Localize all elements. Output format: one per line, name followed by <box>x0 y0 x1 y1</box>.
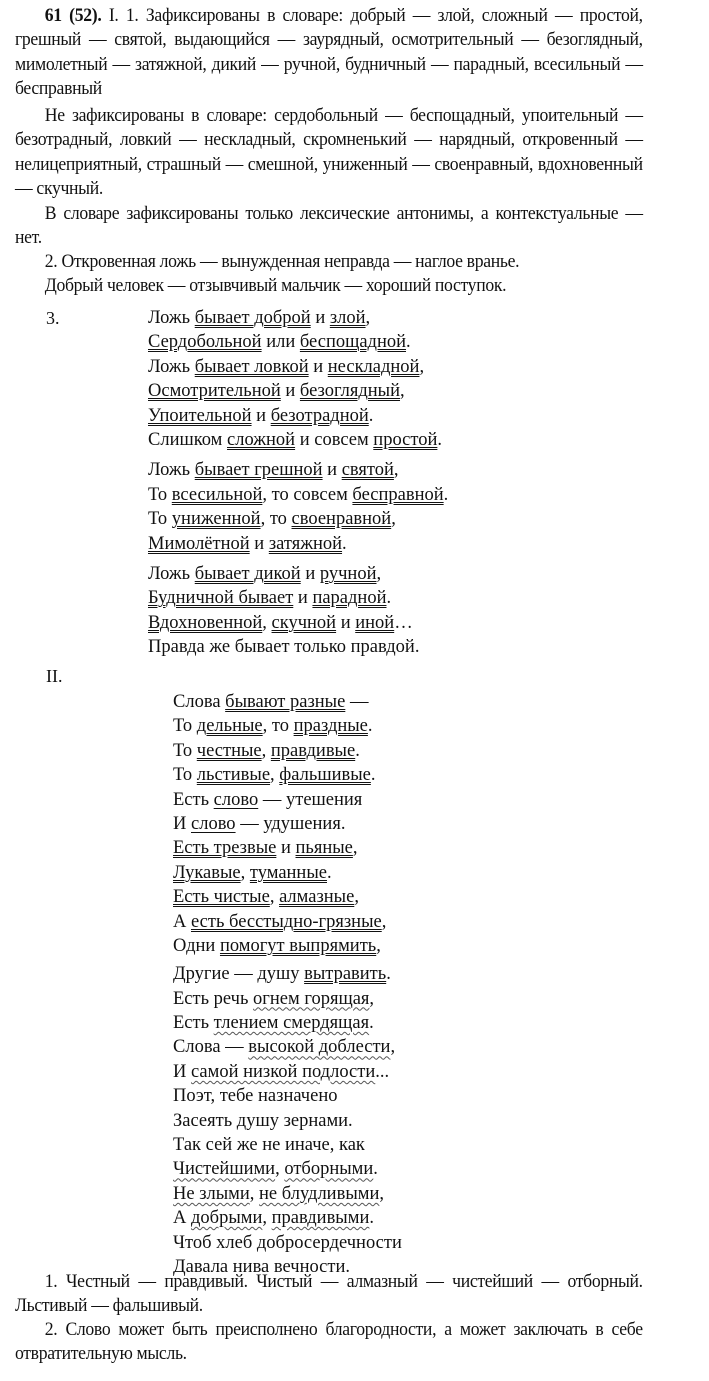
poem-text: . <box>373 1159 378 1180</box>
underlined-word: слово <box>191 813 236 834</box>
answer-2-text: 2. Слово может быть преисполнено благородности, а может заключать в себе отвратительную мысль. <box>15 1319 643 1365</box>
poem-text: . <box>342 533 347 554</box>
poem-line <box>148 532 448 556</box>
poem-line <box>148 355 448 379</box>
poem-line <box>148 507 448 531</box>
underlined-word: всесильной <box>171 484 263 505</box>
underlined-word: Упоительной <box>148 405 252 426</box>
underlined-word: Будничной бывает <box>148 588 294 609</box>
poem-text: ... <box>375 1061 390 1082</box>
poem-text: — утешения <box>258 789 363 810</box>
underlined-word: ручной <box>319 563 377 584</box>
poem-line <box>173 763 402 787</box>
poem-text: , то <box>260 509 292 530</box>
poem-line <box>173 910 402 934</box>
poem-text: — удушения. <box>235 813 346 834</box>
answer-1-text: 1. Честный — правдивый. Чистый — алмазный — чистейший — отборный. Льстивый — фальшивый. <box>15 1271 643 1317</box>
poem-text: , <box>352 838 358 859</box>
poem-text: . <box>326 862 332 883</box>
poem-text: Давала нива вечности. <box>173 1256 351 1277</box>
poem-text: , <box>419 356 425 377</box>
underlined-word: сложной <box>227 429 296 450</box>
paragraph-conclusion <box>15 202 643 251</box>
underlined-word: беспощадной <box>299 332 407 353</box>
poem-text: или <box>261 332 300 353</box>
poem-line <box>173 1060 402 1084</box>
poem-text: , <box>275 1159 285 1180</box>
poem-text: То <box>173 740 197 761</box>
poem-text: и совсем <box>295 429 374 450</box>
underlined-word: туманные <box>249 862 327 883</box>
underlined-word: вытравить <box>304 964 387 985</box>
poem-text: , <box>381 911 387 932</box>
poem-line <box>173 1035 402 1059</box>
poem-text: Есть <box>173 789 214 810</box>
poem-text: Слова <box>173 692 226 712</box>
underlined-word: Сердобольной <box>148 332 262 353</box>
underlined-word: не блудливыми <box>259 1183 380 1204</box>
underlined-word: Чистейшими <box>173 1159 276 1180</box>
poem-stanza <box>173 962 402 1279</box>
poem-text: . <box>369 1013 374 1034</box>
poem-line <box>148 404 448 428</box>
underlined-word: правдивые <box>270 740 356 761</box>
poem-text: , <box>390 1037 396 1058</box>
underlined-word: Не злыми <box>173 1183 250 1204</box>
poem-text: . <box>437 429 442 450</box>
poem-stanza <box>173 690 402 958</box>
underlined-word: алмазные <box>279 887 355 908</box>
section3-label: 3. <box>46 308 60 328</box>
paragraph-answer-2 <box>15 1318 643 1367</box>
poem-text: , <box>393 460 399 481</box>
exercise-number: 61 (52). <box>44 5 102 26</box>
poem-text: . <box>406 332 411 353</box>
section3-poem <box>148 306 448 659</box>
poem-text: . <box>369 1208 374 1229</box>
poem-text: и <box>276 838 296 859</box>
conclusion-text: В словаре зафиксированы только лексические антонимы, а контекстуальные — нет. <box>15 203 643 249</box>
poem-line <box>173 1084 402 1108</box>
underlined-word: нескладной <box>327 356 420 377</box>
poem-text: . <box>443 484 449 505</box>
poem-line <box>173 987 402 1011</box>
poem-text: и <box>310 308 330 328</box>
underlined-word: тлением смердящая <box>213 1013 370 1034</box>
poem-text: , <box>240 862 250 883</box>
poem-text: И <box>173 1061 191 1082</box>
poem-text: . <box>386 964 391 985</box>
poem-text: Другие — душу <box>173 964 305 985</box>
poem-line <box>173 788 402 812</box>
poem-line <box>148 428 448 452</box>
poem-stanza <box>148 562 448 660</box>
poem-text: и <box>293 588 313 609</box>
underlined-word: добрыми <box>191 1208 263 1229</box>
poem-text: , <box>269 887 280 908</box>
underlined-word: безоглядный <box>299 381 401 402</box>
poem-line <box>173 861 402 885</box>
underlined-word: Лукавые <box>173 862 241 883</box>
underlined-word: простой <box>373 429 438 450</box>
poem-text: То <box>148 509 172 530</box>
poem-line <box>173 1133 402 1157</box>
poem-text: Правда же бывает только правдой. <box>148 637 420 658</box>
underlined-word: парадной <box>312 588 387 609</box>
poem-text: Ложь <box>148 356 195 377</box>
poem-text: А <box>173 911 191 932</box>
poem-text: , <box>262 1208 272 1229</box>
poem-line <box>173 934 402 958</box>
poem-line <box>173 1182 402 1206</box>
underlined-word: бесправной <box>352 484 444 505</box>
poem-line <box>173 1011 402 1035</box>
poem-stanza <box>148 306 448 452</box>
poem-text: , <box>262 612 272 633</box>
underlined-word: бывает дикой <box>194 563 301 584</box>
section2-label: II. <box>46 666 63 686</box>
poem-text: Поэт, тебе назначено <box>173 1086 338 1107</box>
underlined-word: злой <box>329 308 366 328</box>
poem-text: , то совсем <box>262 484 353 505</box>
underlined-word: своенравной <box>291 509 392 530</box>
poem-text: . <box>386 588 392 609</box>
paragraph-answer-1 <box>15 1270 643 1319</box>
poem-line <box>173 885 402 909</box>
poem-line <box>148 635 448 659</box>
task2-line1-text: 2. Откровенная ложь — вынужденная неправда — наглое вранье. <box>44 251 520 272</box>
underlined-word: льстивые <box>196 765 271 786</box>
poem-text: и <box>251 405 271 426</box>
underlined-word: бывает ловкой <box>194 356 309 377</box>
poem-line <box>173 1157 402 1181</box>
poem-text: , то <box>262 716 294 737</box>
poem-text: , <box>400 381 405 402</box>
poem-line <box>148 330 448 354</box>
poem-text: . <box>355 740 360 761</box>
underlined-word: дельные <box>196 716 263 737</box>
underlined-word: высокой доблести <box>248 1037 391 1058</box>
poem-text: … <box>394 612 413 633</box>
poem-text: И <box>173 813 191 834</box>
underlined-word: отборными <box>284 1159 374 1180</box>
underlined-word: есть бесстыдно-грязные <box>191 911 382 932</box>
poem-text: Есть речь <box>173 988 254 1009</box>
poem-text: и <box>336 612 356 633</box>
poem-text: , <box>261 740 271 761</box>
poem-text: Ложь <box>148 460 195 481</box>
poem-text: и <box>280 381 300 402</box>
poem-text: — <box>345 692 369 712</box>
poem-text: То <box>148 484 172 505</box>
underlined-word: помогут выпрямить <box>219 935 377 956</box>
poem-text: То <box>173 765 197 786</box>
poem-text: То <box>173 716 197 737</box>
poem-text: и <box>249 533 269 554</box>
poem-text: , <box>365 308 371 328</box>
underlined-word: Вдохновенной <box>148 612 263 633</box>
underlined-word: бывает доброй <box>194 308 311 328</box>
poem-text: , <box>369 988 375 1009</box>
poem-text: и <box>300 563 320 584</box>
poem-line <box>173 714 402 738</box>
underlined-word: безотрадной <box>270 405 369 426</box>
poem-line <box>173 836 402 860</box>
poem-stanza <box>148 458 448 556</box>
poem-line <box>148 306 448 330</box>
underlined-word: пьяные <box>295 838 353 859</box>
poem-line <box>173 812 402 836</box>
not-fixed-text: Не зафиксированы в словаре: сердобольный — беспощадный, упоительный — безотрадный, ловкий — нескладный, скромненький — нарядный, откровенный — нелицеприятный, страшный — смешной, униженный — своенравный, вдохновенный — скучный. <box>15 105 643 199</box>
part1-intro-text: I. 1. Зафиксированы в словаре: добрый — злой, сложный — простой, грешный — святой, выдающийся — заурядный, осмотрительный — безоглядный, мимолетный — затяжной, дикий — ручной, будничный — парадный, всесильный — бесправный <box>15 5 643 99</box>
poem-text: . <box>370 765 376 786</box>
poem-line <box>173 1206 402 1230</box>
paragraph-not-fixed <box>15 104 643 201</box>
poem-line <box>148 458 448 482</box>
underlined-word: бывает грешной <box>194 460 323 481</box>
poem-text: , <box>354 887 359 908</box>
poem-text: Так сей же не иначе, как <box>173 1135 365 1156</box>
poem-line <box>148 586 448 610</box>
poem-text: А <box>173 1208 191 1229</box>
poem-text: , <box>376 935 381 956</box>
underlined-word: униженной <box>171 509 261 530</box>
underlined-word: самой низкой подлости <box>191 1061 376 1082</box>
poem-line <box>173 690 402 714</box>
underlined-word: скучной <box>271 612 337 633</box>
underlined-word: Есть чистые <box>173 887 270 908</box>
task2-line2-text: Добрый человек — отзывчивый мальчик — хороший поступок. <box>44 275 507 296</box>
paragraph-task2-line2 <box>15 274 643 298</box>
poem-line <box>148 483 448 507</box>
poem-text: , <box>391 509 396 530</box>
poem-line <box>148 611 448 635</box>
underlined-word: праздные <box>293 716 368 737</box>
poem-line <box>173 1109 402 1133</box>
underlined-word: фальшивые <box>279 765 371 786</box>
underlined-word: бывают разные <box>225 692 346 712</box>
poem-text: Засеять душу зернами. <box>173 1110 353 1131</box>
underlined-word: Мимолётной <box>148 533 250 554</box>
poem-text: . <box>368 405 374 426</box>
poem-text: Слишком <box>148 429 227 450</box>
poem-line <box>173 1231 402 1255</box>
poem-text: , <box>379 1183 384 1204</box>
underlined-word: Осмотрительной <box>148 381 281 402</box>
poem-text: , <box>249 1183 260 1204</box>
poem-text: Ложь <box>148 563 195 584</box>
underlined-word: честные <box>196 740 262 761</box>
poem-text: , <box>376 563 382 584</box>
poem-line <box>148 562 448 586</box>
underlined-word: огнем горящая <box>253 988 370 1009</box>
poem-line <box>173 962 402 986</box>
paragraph-task2-line1 <box>15 250 643 274</box>
underlined-word: слово <box>213 789 259 810</box>
paragraph-intro <box>15 4 643 101</box>
section2-poem <box>173 690 402 1279</box>
underlined-word: иной <box>355 612 395 633</box>
poem-text: и <box>308 356 328 377</box>
poem-text: Ложь <box>148 308 195 328</box>
poem-text: Одни <box>173 935 220 956</box>
poem-text: Чтоб хлеб добросердечности <box>173 1232 402 1253</box>
poem-text: Слова — <box>173 1037 249 1058</box>
poem-text: и <box>322 460 342 481</box>
underlined-word: затяжной <box>268 533 343 554</box>
poem-text: Есть <box>173 1013 214 1034</box>
poem-line <box>148 379 448 403</box>
underlined-word: правдивыми <box>271 1208 370 1229</box>
underlined-word: святой <box>341 460 394 481</box>
poem-line <box>173 739 402 763</box>
underlined-word: Есть трезвые <box>173 838 277 859</box>
poem-text: . <box>367 716 373 737</box>
poem-text: , <box>270 765 280 786</box>
